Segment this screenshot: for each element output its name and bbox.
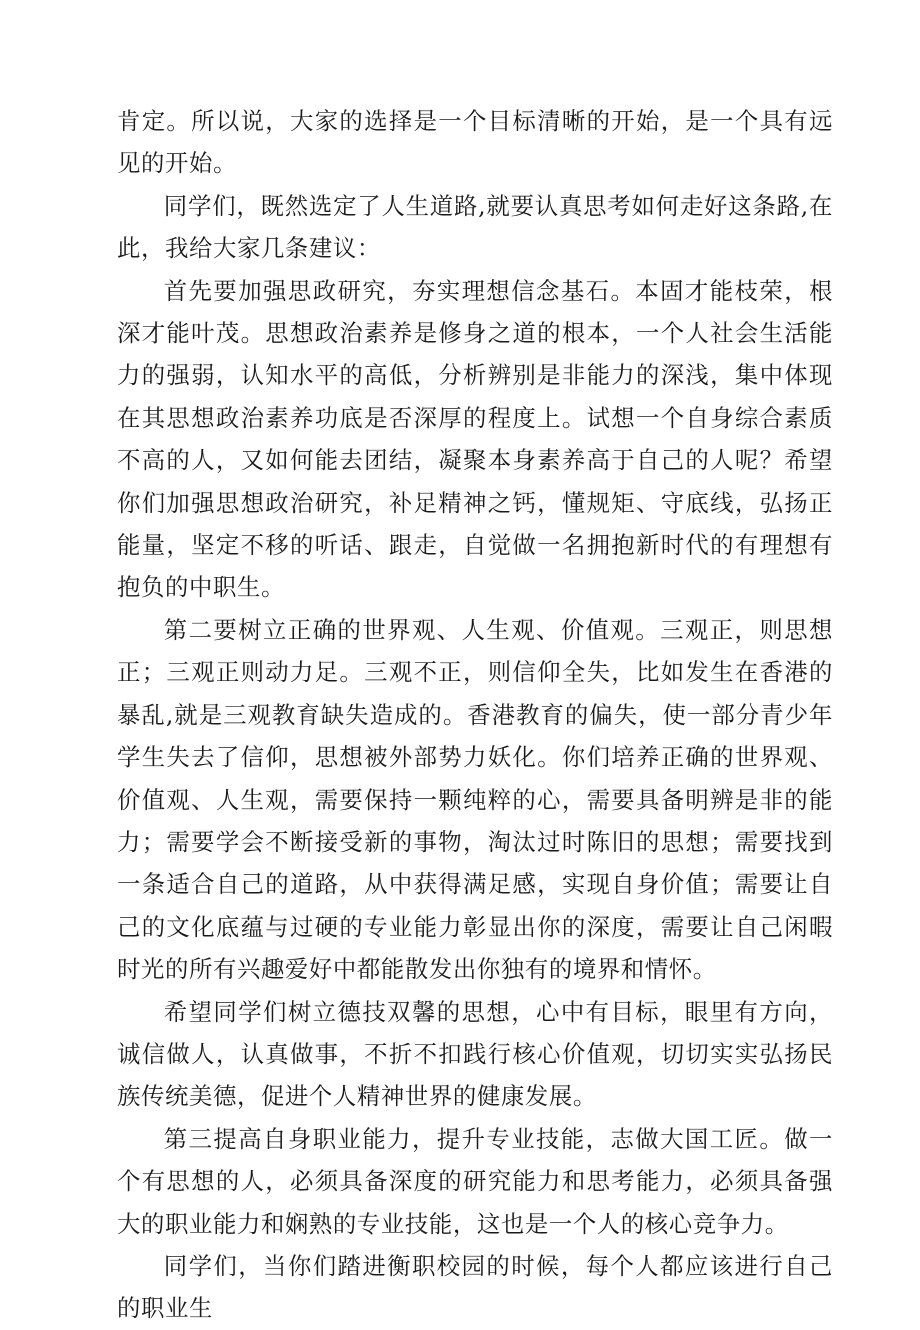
- paragraph-continuation: 肯定。所以说，大家的选择是一个目标清晰的开始，是一个具有远见的开始。: [117, 107, 833, 178]
- paragraph-hope: 希望同学们树立德技双馨的思想，心中有目标，眼里有方向，诚信做人，认真做事，不折不扣践行核心价值观，切切实实弘扬民族传统美德，促进个人精神世界的健康发展。: [117, 997, 833, 1111]
- paragraph-first-suggestion: 首先要加强思政研究，夯实理想信念基石。本固才能枝荣，根深才能叶茂。思想政治素养是修身之道的根本，一个人社会生活能力的强弱，认知水平的高低，分析辨别是非能力的深浅，集中体现在其思想政治素养功底是否深厚的程度上。试想一个自身综合素质不高的人，又如何能去团结，凝聚本身素养高于自己的人呢？希望你们加强思想政治研究，补足精神之钙，懂规矩、守底线，弘扬正能量，坚定不移的听话、跟走，自觉做一名拥抱新时代的有理想有抱负的中职生。: [117, 276, 833, 602]
- paragraph-career-planning: 同学们，当你们踏进衡职校园的时候，每个人都应该进行自己的职业生: [117, 1251, 833, 1323]
- paragraph-third-suggestion: 第三提高自身职业能力，提升专业技能，志做大国工匠。做一个有思想的人，必须具备深度的研究能力和思考能力，必须具备强大的职业能力和娴熟的专业技能，这也是一个人的核心竞争力。: [117, 1124, 833, 1238]
- paragraph-address-students: 同学们，既然选定了人生道路,就要认真思考如何走好这条路,在此，我给大家几条建议：: [117, 191, 833, 263]
- document-body: [117, 100, 833, 1330]
- paragraph-second-suggestion: 第二要树立正确的世界观、人生观、价值观。三观正，则思想正；三观正则动力足。三观不正，则信仰全失，比如发生在香港的暴乱,就是三观教育缺失造成的。香港教育的偏失，使一部分青少年学生失去了信仰，思想被外部势力妖化。你们培养正确的世界观、价值观、人生观，需要保持一颗纯粹的心，需要具备明辨是非的能力；需要学会不断接受新的事物，淘汰过时陈旧的思想；需要找到一条适合自己的道路，从中获得满足感，实现自身价值；需要让自己的文化底蕴与过硬的专业能力彰显出你的深度，需要让自己闲暇时光的所有兴趣爱好中都能散发出你独有的境界和情怀。: [117, 615, 833, 984]
